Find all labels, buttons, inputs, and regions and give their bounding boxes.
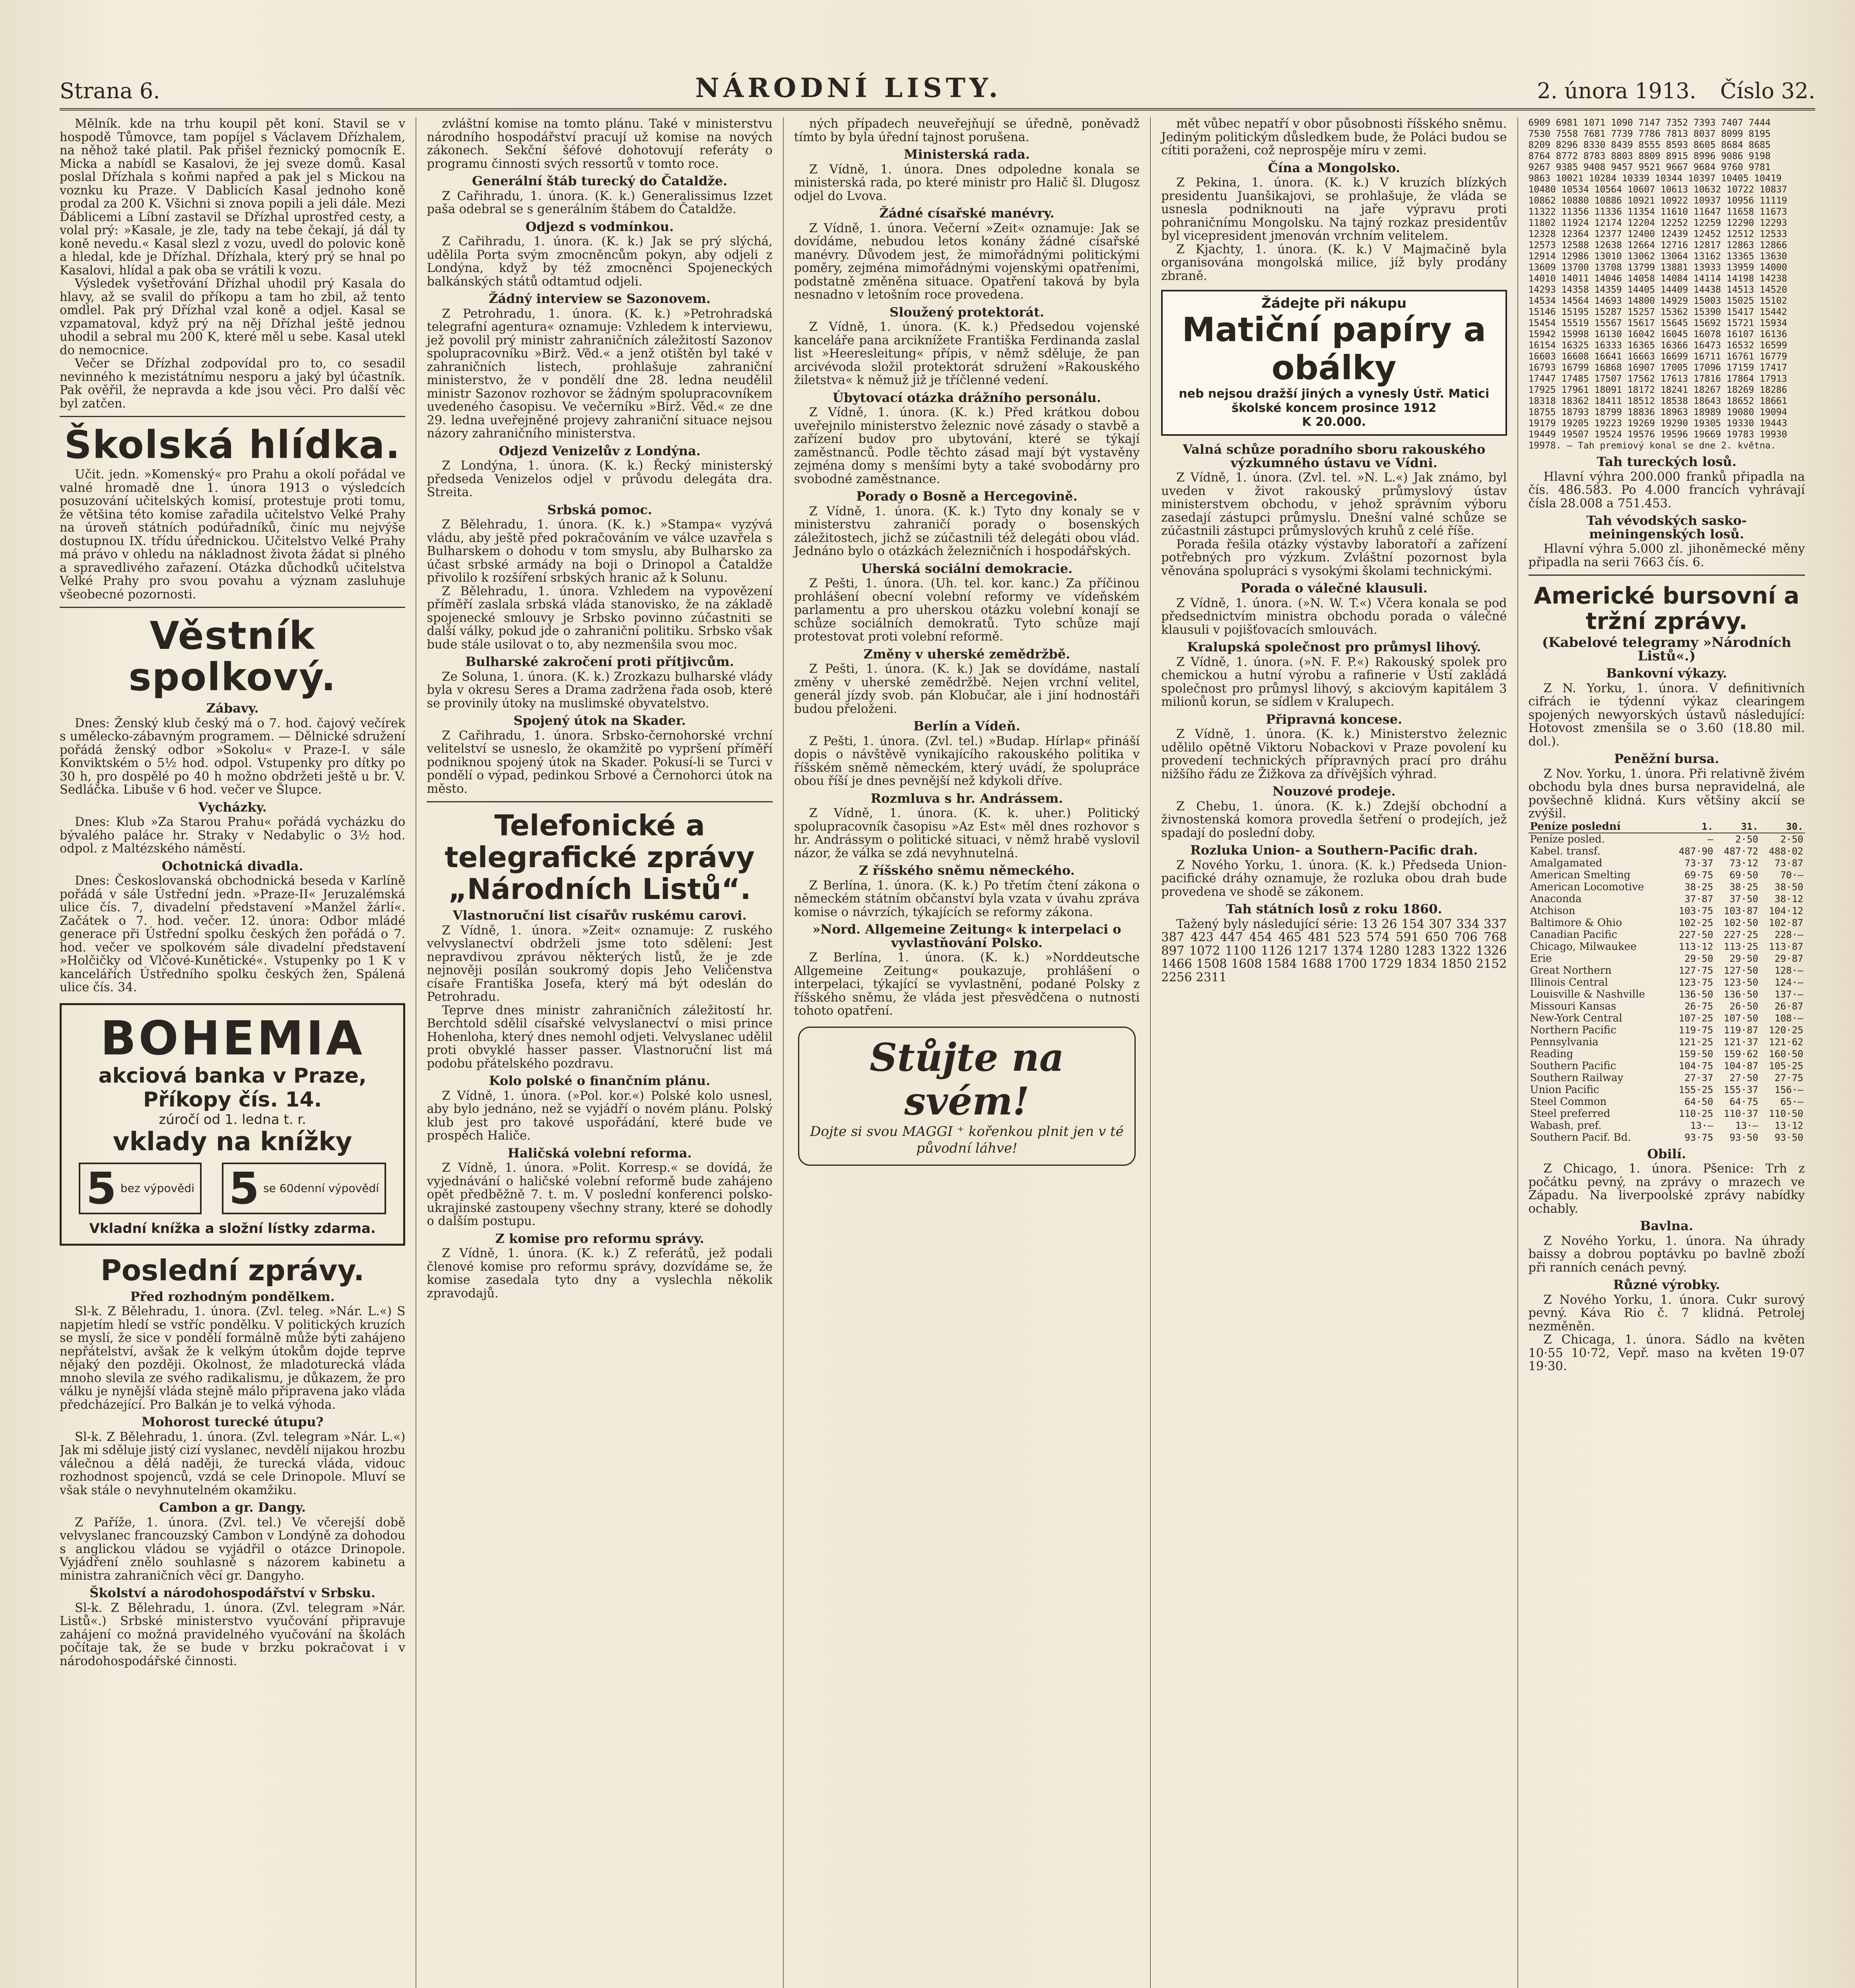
ad-rate-box	[79, 1163, 202, 1214]
table-cell: 124·—	[1774, 977, 1803, 988]
subsection-heading: Mohorost turecké útupu?	[141, 1414, 324, 1429]
matice-ad	[1161, 290, 1507, 436]
table-cell: Union Pacific	[1530, 1083, 1599, 1096]
table-cell: 69·75	[1684, 869, 1713, 881]
article-text: Z Nového Yorku, 1. února. Na úhrady baissy a dobrou poptávku po bavlně zboží při ranních cenách pevný.	[1528, 1234, 1805, 1275]
subsection-heading: Vycházky.	[198, 799, 267, 815]
table-cell: Steel preferred	[1530, 1107, 1610, 1120]
table-row	[1529, 1048, 1805, 1060]
table-cell: 113·25	[1724, 941, 1758, 952]
article-text: Z Chebu, 1. února. (K. k.) Zdejší obchodní a živnostenská komora provedla šetření o prodejích, jež spadají do poslední doby.	[1161, 799, 1507, 840]
table-cell: Peníze posled.	[1530, 833, 1605, 845]
subsection-heading: Kolo polské o finančním plánu.	[489, 1073, 711, 1088]
table-cell: Illinois Central	[1530, 976, 1608, 988]
subsection-heading: Různé výrobky.	[1613, 1277, 1720, 1292]
subsection-heading: Porada o válečné klausuli.	[1240, 580, 1428, 596]
table-cell: 487·72	[1724, 845, 1758, 857]
table-row	[1529, 881, 1805, 893]
table-row	[1529, 869, 1805, 881]
table-cell: 107·25	[1678, 1012, 1713, 1024]
article-text: Dnes: Českoslovanská obchodnická beseda v Karlíně pořádá v sále Ústřední jedn. »Praze-II« Jeruzalémská ulice čís. 7, divadelní představení »Manžel žárlí«. Začátek o 7. hod. večer. 12. února: Odbor mládé generace při Ústřední spolku českých žen pořádá o 7. hod. večer ve spolkovém sále divadelní představení »Holčičky od Vlčové-Kunětické«. Vstupenky po 1 K v kancelářích Ústředního spolku českých žen, Spálená ulice čís. 34.	[60, 874, 406, 994]
table-cell: —	[1707, 833, 1713, 845]
article-text: Dnes: Klub »Za Starou Prahu« pořádá vycházku do bývalého paláce hr. Straky v Nedabylic o 3½ hod. odpol. z Maltézského náměstí.	[60, 815, 406, 856]
table-cell: 2·50	[1735, 833, 1758, 845]
table-cell: 38·25	[1684, 881, 1713, 893]
article-text: Z Pekina, 1. února. (K. k.) V kruzích blízkých presidentu Juanšikajovi, se prohlašuje, že vláda se usnesla podniknouti na jaře výpravu proti pohraničnímu Mongolsku. Na tajný rozkaz presidentův byl vicepresident jmenován vrchním velitelem.	[1161, 176, 1507, 243]
divider	[60, 416, 405, 417]
table-cell: 110·50	[1769, 1108, 1803, 1119]
article-text: Z Vídně, 1. února. (K. k.) Před krátkou dobou uveřejnilo ministerstvo železnic nové zásady o stavbě a zařízení budov pro ubytování, které se týkají zaměstnanců. Podle těchto zásad mají být vystavěny zejména domy s menšími byty a také svobodárny pro svobodné zaměstnance.	[794, 406, 1140, 486]
subsection-heading: Školství a národohospodářství v Srbsku.	[89, 1585, 376, 1600]
table-cell: 65·—	[1780, 1096, 1803, 1107]
table-cell: Louisville & Nashville	[1530, 988, 1645, 1000]
subsection-heading: Žádné císařské manévry.	[879, 206, 1055, 221]
table-row	[1529, 953, 1805, 965]
table-cell: Baltimore & Ohio	[1530, 916, 1622, 929]
table-cell: Southern Pacific	[1530, 1060, 1616, 1072]
table-cell: 121·37	[1724, 1036, 1758, 1048]
subsection-heading: Žádný interview se Sazonovem.	[489, 291, 711, 306]
ad-line: akciová banka v Praze,	[98, 1064, 367, 1088]
table-cell: 127·75	[1678, 965, 1713, 976]
table-row	[1529, 1000, 1805, 1012]
article-text: Z Cařihradu, 1. února. Srbsko-černohorské vrchní velitelství se usneslo, že okamžitě po vypršení příměří podniknou spojený útok na Skader. Pokusí-li se Turci v pondělí o výpad, pedinkou Srbové a Černohorci útok na město.	[427, 728, 773, 796]
table-cell: 37·50	[1729, 893, 1758, 905]
subsection-heading: Tah vévodských sasko-meiningenských losů.	[1586, 513, 1747, 542]
issue-date: 2. února 1913.	[1537, 78, 1696, 103]
subsection-heading: Bavlna.	[1640, 1218, 1694, 1233]
subsection-heading: Před rozhodným pondělkem.	[130, 1289, 335, 1304]
section-heading: Školská hlídka.	[64, 423, 401, 467]
article-text: Sl-k. Z Bělehradu, 1. února. (Zvl. telegram »Nár. L.«) Jak mi sděluje jistý cizí vyslanec, nevdělí nijakou hrozbu válečnou a dělá naději, že turecká vláda, vidouc rozhodnost spojenců, vzdá se cele Drinopole. Mluví se však stále o nevyhnutelném okamžiku.	[60, 1430, 406, 1497]
table-cell: 38·12	[1774, 893, 1803, 905]
article-text: Z Nov. Yorku, 1. února. Při relativně živém obchodu byla dnes bursa nepravidelná, ale povšechně klidná. Kurs většiny akcií se zvýšil.	[1528, 767, 1805, 821]
subsection-heading: Generální štáb turecký do Čataldže.	[472, 173, 728, 188]
table-cell: 69·50	[1729, 869, 1758, 881]
subsection-heading: Haličská volební reforma.	[507, 1145, 692, 1161]
article-text: Z Vídně, 1. února. (K. k.) Tyto dny konaly se v ministerstvu zahraničí porady o bosenských záležitostech, jichž se zúčastnili též delegáti obou vlád. Jednáno bylo o otázkách železničních i hospodářských.	[794, 504, 1140, 558]
ad-rate-number: 5	[86, 1163, 117, 1214]
table-cell: 137·—	[1774, 988, 1803, 1000]
column-2	[416, 117, 783, 1988]
table-cell: 104·87	[1724, 1060, 1758, 1072]
subsection-heading: Spojený útok na Skader.	[513, 713, 686, 728]
table-cell: 120·25	[1769, 1024, 1803, 1036]
table-cell: 70·—	[1780, 869, 1803, 881]
table-row	[1529, 1084, 1805, 1096]
article-text: Z Chicago, 1. února. Pšenice: Trh z počátku pevný, na zprávy o mrazech ve Západu. Na liverpoolské zprávy nabídky ochably.	[1528, 1162, 1805, 1216]
ad-rate-text: bez výpovědi	[120, 1181, 194, 1195]
table-row	[1529, 1132, 1805, 1143]
article-text: Tažený byly následující série: 13 26 154 307 334 337 387 423 447 454 465 481 523 574 591 650 706 768 897 1072 1100 1126 1217 1374 1280 1283 1322 1326 1466 1508 1608 1584 1688 1700 1729 1834 1850 2152 2256 2311	[1161, 917, 1507, 984]
table-row	[1529, 941, 1805, 953]
article-text: Z Vídně, 1. února. Dnes odpoledne konala se ministerská rada, po které ministr pro Halič šl. Dlugosz odjel do Lvova.	[794, 162, 1140, 203]
table-row	[1529, 893, 1805, 905]
article-text: Dnes: Ženský klub český má o 7. hod. čajový večírek s umělecko-zábavným programem. — Dělnické sdružení pořádá ženský odbor »Sokolu« v Praze-I. v sále Konviktském o 5½ hod. odpol. Vstupenky pro dítky po 30 h, pro dospělé po 40 h možno obdržeti ještě u br. V. Sedláčka. Libuše v 6 hod. večer ve Šlupce.	[60, 716, 406, 797]
lottery-numbers: 6909 6981 1071 1090 7147 7352 7393 7407 7444 7530 7558 7681 7739 7786 7813 8037 8099 8195 8209 8296 8330 8439 8555 8593 8605 8684 8685 8764 8772 8783 8803 8809 8915 8996 9086 9198 9267 9385 9408 9457 9521 9667 9684 9760 9781 9863 10021 10284 10339 10344 10397 10405 10419 10480 10534 10564 10607 10613 10632 10722 10837 10862 10880 10886 10921 10922 10937 10956 11119 11322 11356 11336 11354 11610 11647 11658 11673 11802 11924 12174 12204 12252 12259 12290 12293 12328 12364 12377 12400 12439 12452 12512 12533 12573 12588 12638 12664 12716 12817 12863 12866 12914 12986 13010 13062 13064 13162 13365 13630 13609 13700 13708 13799 13881 13933 13959 14000 14010 14011 14046 14058 14084 14114 14198 14238 14293 14358 14359 14405 14409 14438 14513 14520 14534 14564 14693 14800 14929 15003 15025 15102 15146 15195 15287 15257 15362 15390 15417 15442 15454 15519 15567 15617 15645 15692 15721 15934 15942 15998 16130 16042 16045 16078 16107 16136 16154 16325 16333 16365 16366 16473 16532 16599 16603 16608 16641 16663 16699 16711 16761 16779 16793 16799 16868 16907 17005 17096 17159 17417 17447 17485 17507 17562 17613 17816 17864 17913 17925 17961 18091 18172 18241 18267 18269 18286 18318 18362 18411 18512 18538 18643 18652 18661 18755 18793 18799 18836 18963 18989 19080 19094 19179 19205 19223 19269 19290 19305 19330 19443 19449 19507 19524 19576 19596 19669 19783 19930 19978. — Tah premiový konal se dne 2. května.	[1528, 118, 1787, 451]
subsection-heading: Rozluka Union- a Southern-Pacific drah.	[1190, 843, 1478, 858]
ad-amount: K 20.000.	[1302, 415, 1366, 429]
table-cell: 93·50	[1774, 1132, 1803, 1143]
article-text: Z Vídně, 1. února. »Zeit« oznamuje: Z ruského velvyslanectví obdrželi jsme toto sdělení: Jest nepravdivou zprávou některých listů, že je zde nejnověji posílán soukromý dopis Jeho Veličenstva císaře Františka Josefa, který má být odeslán do Petrohradu.	[427, 923, 773, 1004]
column-3	[783, 117, 1150, 1988]
stock-table	[1529, 821, 1805, 1143]
article-text: Z Berlína, 1. února. (K. k.) »Norddeutsche Allgemeine Zeitung« poukazuje, prohlášení o interpelaci, týkající se vyvlastnění, podané Polsky z říšského sněmu, že vláda jest přesvědčena o nutnosti tohoto opatření.	[794, 951, 1140, 1018]
article-text: zvláštní komise na tomto plánu. Také v ministerstvu národního hospodářství pracují už komise na nových zákonech. Sekční šéfové dohotovují referáty o programu činnosti svých ressortů v tomto roce.	[427, 117, 773, 171]
table-cell: 113·12	[1678, 941, 1713, 952]
subsection-heading: Nouzové prodeje.	[1272, 784, 1396, 799]
article-text: Z Vídně, 1. února. (Zvl. tel. »N. L.«) Jak známo, byl uveden v život rakouský průmyslový ústav ministerstvem obchodu, v jehož správním výboru zasedají zástupci průmyslu. Dnešní valné schůze se zúčastnili zástupci průmyslových kruhů z celé říše.	[1161, 471, 1507, 538]
table-row	[1529, 965, 1805, 977]
subsection-heading: Uherská sociální demokracie.	[861, 561, 1073, 576]
table-cell: 155·37	[1724, 1084, 1758, 1095]
section-heading: Telefonické a telegrafické zprávy „Národních Listů“.	[445, 809, 755, 906]
table-cell: Pennsylvania	[1530, 1036, 1599, 1048]
ad-bank-name: BOHEMIA	[100, 1010, 365, 1066]
table-cell: 37·87	[1684, 893, 1713, 905]
column-1	[60, 117, 416, 1988]
table-row	[1529, 1036, 1805, 1048]
article-text: Z Vídně, 1. února. Večerní »Zeit« oznamuje: Jak se dovídáme, nebudou letos konány žádné císařské manévry. Důvodem jest, že mimořádnými politickými poměry, zejména mimořádnými vojenskými opatřeními, podstatně změněna situace. Opatření taková by byla nesnadno v letošním roce provedena.	[794, 221, 1140, 302]
ad-line: Příkopy čís. 14.	[143, 1087, 322, 1112]
article-text: Z Paříže, 1. února. (Zvl. tel.) Ve včerejší době velvyslanec francouzský Cambon v Londýně za dohodou s anglickou vládou se vyjádřil o otázce Drinopole. Vyjádření znělo souhlasně s názorem kabinetu a ministra zahraničních věcí gr. Dangyho.	[60, 1515, 406, 1583]
table-cell: 127·50	[1724, 965, 1758, 976]
article-text: Z Nového Yorku, 1. února. (K. k.) Předseda Union-pacifické dráhy oznamuje, že rozluka obou drah bude provedena ve shodě se zákonem.	[1161, 858, 1507, 899]
table-cell: 29·50	[1684, 953, 1713, 964]
table-cell: 38·25	[1729, 881, 1758, 893]
table-cell: 227·25	[1724, 929, 1758, 940]
newspaper-title: NÁRODNÍ LISTY.	[695, 72, 1002, 103]
table-cell: 113·87	[1769, 941, 1803, 952]
article-text: Z Pešti, 1. února. (K. k.) Jak se dovídáme, nastalí změny v uherské zemědržbě. Nejen vrchní velitel, generál jízdy svob. pán Klobučar, ale i jiní hodnostáři budou přeloženi.	[794, 662, 1140, 716]
subsection-heading: Úbytovací otázka drážního personálu.	[832, 390, 1101, 405]
table-row	[1529, 977, 1805, 988]
table-header-cell: Peníze poslední	[1529, 821, 1670, 833]
table-cell: 26·75	[1684, 1000, 1713, 1012]
page-number: Strana 6.	[60, 78, 160, 103]
table-cell: 2·50	[1780, 833, 1803, 845]
table-row	[1529, 1096, 1805, 1108]
table-row	[1529, 929, 1805, 941]
subsection-heading: Kralupská společnost pro průmysl lihový.	[1187, 639, 1481, 654]
table-cell: Atchison	[1530, 905, 1575, 917]
table-row	[1529, 905, 1805, 917]
article-text: Sl-k. Z Bělehradu, 1. února. (Zvl. teleg. »Nár. L.«) S napjetím hledí se vstříc pondělku. V politických kruzích se myslí, že sice v pondělí formálně může býti zahájeno nepřátelství, avšak že k velkým útokům dojde teprve nějaký den později. Okolnost, že mladoturecká vláda mnoho slevila ze svého radikalismu, je důkazem, že pro válku je nynější vláda stejně málo připravena jako vláda předcházející. Pro Balkán je to velká výhoda.	[60, 1305, 406, 1412]
table-cell: 107·50	[1724, 1012, 1758, 1024]
table-cell: 128·—	[1774, 965, 1803, 976]
subsection-heading: Ministerská rada.	[903, 147, 1030, 162]
table-cell: 119·75	[1678, 1024, 1713, 1036]
table-cell: 29·87	[1774, 953, 1803, 964]
section-heading: Věstník spolkový.	[128, 613, 337, 699]
table-cell: 105·25	[1769, 1060, 1803, 1072]
ad-rate-number: 5	[229, 1163, 260, 1214]
ad-rate-box	[222, 1163, 386, 1214]
subsection-heading: Tah státních losů z roku 1860.	[1226, 901, 1442, 916]
ad-text: Dojte si svou MAGGI ⁺ kořenkou plnit jen v té původní láhve!	[810, 1123, 1124, 1156]
article-text: Z Pešti, 1. února. (Zvl. tel.) »Budap. Hírlap« přináší dopis o návštěvě vynikajícího rakouského politika v říšském sněmě německém, který uvádí, že spolupráce obou říší je dnes pevnější než kdykoli dříve.	[794, 734, 1140, 788]
table-cell: 228·—	[1774, 929, 1803, 940]
subsection-heading: Ochotnická divadla.	[161, 858, 303, 874]
maggi-ad	[798, 1027, 1136, 1166]
table-row	[1529, 1012, 1805, 1024]
ad-headline: Matiční papíry a obálky	[1182, 310, 1486, 387]
article-text: Teprve dnes ministr zahraničních záležitostí hr. Berchtold sdělil císařské velvyslanectví o misi prince Hohenloha, který dnes nemohl odjeti. Velvyslanec udělil proti obvyklé hasser passer. Vlastnoruční list má podobu přátelského pozdravu.	[427, 1003, 773, 1071]
table-cell: 488·02	[1769, 845, 1803, 857]
table-header-cell: 30.	[1760, 821, 1805, 833]
table-cell: 29·50	[1729, 953, 1758, 964]
section-heading: Poslední zprávy.	[101, 1253, 365, 1287]
ad-line: zúročí od 1. ledna t. r.	[159, 1111, 306, 1128]
subsection-heading: Srbská pomoc.	[547, 502, 653, 517]
article-text: Z Vídně, 1. února. (K. k. uher.) Politický spolupracovník časopisu »Az Est« měl dnes rozhovor s hr. Andrássym o politické situaci, v němž hrabě vyslovil názor, že válka se zdá nevyhnutelná.	[794, 806, 1140, 860]
subsection-heading: Bankovní výkazy.	[1606, 666, 1727, 681]
column-5	[1517, 117, 1816, 1988]
ad-line: Žádejte při nákupu	[1261, 295, 1407, 311]
table-row	[1529, 1024, 1805, 1036]
issue-info	[1537, 78, 1815, 103]
table-cell: 104·12	[1769, 905, 1803, 916]
column-4	[1150, 117, 1517, 1988]
table-cell: 156·—	[1774, 1084, 1803, 1095]
table-cell: 27·50	[1729, 1072, 1758, 1083]
ad-rate-text: se 60denní výpovědí	[263, 1181, 379, 1195]
table-row	[1529, 917, 1805, 929]
article-text: Z Vídně, 1. února. (»N. F. P.«) Rakouský spolek pro chemickou a hutní výrobu a rafinerie v Ústí zakládá společnost pro průmysl lihový, s akciovým kapitálem 3 milionů korun, se sídlem v Kralupech.	[1161, 655, 1507, 709]
table-cell: American Locomotive	[1530, 881, 1644, 893]
table-cell: 159·50	[1678, 1048, 1713, 1060]
table-cell: 227·50	[1678, 929, 1713, 940]
table-row	[1529, 1072, 1805, 1084]
subsection-heading: Vlastnoruční list císařův ruskému carovi.	[453, 908, 747, 923]
table-cell: Erie	[1530, 952, 1552, 965]
bohemia-bank-ad	[60, 1003, 405, 1246]
article-text: Z Nového Yorku, 1. února. Cukr surový pevný. Káva Rio č. 7 klidná. Petrolej nezměněn.	[1528, 1293, 1805, 1334]
table-cell: Anaconda	[1530, 893, 1582, 905]
article-text: Mělník. kde na trhu koupil pět koní. Stavil se v hospodě Tůmovce, tam popíjel s Václavem Dřízhalem, na něhož také platil. Pak přišel řeznický pomocník E. Micka a nabídl se Kasalovi, že jej sveze domů. Kasal poslal Dřízhala s koňmi napřed a pak jel s Mickou na voznku ku Praze. V Dablicích Kasal jednoho koně prodal za 200 K. Všichni si znova popili a jeli dále. Mezi Ďáblicemi a Líbní zastavil se Dřízhal uprostřed cesty, a volal prý: »Kasale, je zle, tady na tebe čekají, já dál ty koně nevedu.« Kasal slezl z vozu, uvedl do polovic koně a hledal, kde je Dřízhal. Dřízhala, který prý se hnal po Kasalovi, hlídal a pak oba se vrátili k vozu.	[60, 117, 406, 278]
subsection-heading: Z říšského sněmu německého.	[859, 863, 1075, 878]
table-cell: Kabel. transf.	[1530, 845, 1601, 857]
article-text: Hlavní výhra 5.000 zl. jihoněmecké měny připadla na serii 7663 čís. 6.	[1528, 542, 1805, 569]
article-text: Ze Soluna, 1. února. (K. k.) Zrozkazu bulharské vlády byla v okresu Seres a Drama zadržena řada osob, které se provinily útoky na muslimské obyvatelstvo.	[427, 670, 773, 711]
table-cell: 13·—	[1690, 1120, 1713, 1131]
subsection-heading: Cambon a gr. Dangy.	[159, 1500, 306, 1515]
subsection-heading: Peněžní bursa.	[1614, 751, 1719, 766]
table-cell: 108·—	[1774, 1012, 1803, 1024]
article-text: Z Chicaga, 1. února. Sádlo na květen 10·55 10·72, Vepř. maso na květen 19·07 19·30.	[1528, 1333, 1805, 1373]
subsection-heading: Berlín a Vídeň.	[913, 718, 1020, 734]
table-cell: 123·50	[1724, 977, 1758, 988]
table-cell: 103·87	[1724, 905, 1758, 916]
divider	[60, 607, 405, 608]
subsection-heading: Valná schůze poradního sboru rakouského výzkumného ústavu ve Vídni.	[1183, 442, 1486, 470]
masthead	[60, 60, 1815, 111]
table-cell: 26·87	[1774, 1000, 1803, 1012]
article-text: Z Cařihradu, 1. února. (K. k.) Generalissimus Izzet paša odebral se s generálním štábem do Čataldže.	[427, 189, 773, 216]
subsection-heading: Sloužený protektorát.	[889, 304, 1044, 320]
ad-rates	[69, 1163, 396, 1214]
table-cell: 102·50	[1724, 917, 1758, 928]
article-text: ných případech neuveřejňují se úředně, poněvadž tímto by byla úřední tajnost porušena.	[794, 117, 1140, 144]
table-cell: 110·25	[1678, 1108, 1713, 1119]
divider	[1529, 575, 1805, 576]
subsection-heading: »Nord. Allgemeine Zeitung« k interpelaci o vyvlastňování Polsko.	[812, 922, 1121, 950]
table-cell: Reading	[1530, 1048, 1573, 1060]
table-cell: 26·50	[1729, 1000, 1758, 1012]
table-cell: Wabash, pref.	[1530, 1119, 1602, 1132]
subsection-heading: Odjezd Venizelův z Londýna.	[499, 443, 701, 458]
article-text: Z Vídně, 1. února. (K. k.) Z referátů, jež podali členové komise pro reformu správy, dozvídáme se, že komise zasedala tyto dny a vyslechla několik zpravodajů.	[427, 1246, 773, 1301]
table-header-row	[1529, 821, 1805, 833]
divider	[427, 801, 772, 802]
table-cell: 123·75	[1678, 977, 1713, 988]
section-subheading: (Kabelové telegramy »Národních Listů«.)	[1542, 635, 1791, 664]
table-cell: 13·12	[1774, 1120, 1803, 1131]
table-cell: 160·50	[1769, 1048, 1803, 1060]
table-cell: Northern Pacific	[1530, 1024, 1616, 1036]
columns	[60, 117, 1815, 1988]
subsection-heading: Změny v uherské zemědržbě.	[863, 646, 1070, 662]
subsection-heading: Připravná koncese.	[1266, 711, 1402, 727]
table-cell: Canadian Pacific	[1530, 928, 1618, 941]
subsection-heading: Bulharské zakročení proti přítjivcům.	[465, 654, 734, 669]
table-cell: 102·87	[1769, 917, 1803, 928]
subsection-heading: Zábavy.	[206, 701, 259, 716]
article-text: Z Vídně, 1. února. (»N. W. T.«) Včera konala se pod předsednictvím ministra obchodu porada o válečné klausuli v pojišťovacích smlouvách.	[1161, 596, 1507, 637]
table-cell: Chicago, Milwaukee	[1530, 940, 1637, 953]
table-cell: Steel Common	[1530, 1095, 1607, 1108]
table-cell: 13·—	[1735, 1120, 1758, 1131]
article-text: Z Berlína, 1. února. (K. k.) Po třetím čtení zákona o německém státním občanství byla vzata v úvahu zpráva komise o návrzích, týkajících se reformy zákona.	[794, 878, 1140, 919]
subsection-heading: Tah tureckých losů.	[1597, 454, 1737, 469]
table-cell: 155·25	[1678, 1084, 1713, 1095]
table-cell: 64·75	[1729, 1096, 1758, 1107]
table-cell: 487·90	[1678, 845, 1713, 857]
table-cell: 73·37	[1684, 857, 1713, 869]
subsection-heading: Odjezd s vodmínkou.	[525, 219, 674, 234]
table-row	[1529, 1060, 1805, 1072]
table-row	[1529, 857, 1805, 869]
article-text: Z Londýna, 1. února. (K. k.) Řecký ministerský předseda Venizelos odjel v průvodu delegáta dra. Streita.	[427, 459, 773, 499]
article-text: Výsledek vyšetřování Dřízhal uhodil prý Kasala do hlavy, až se svalil do příkopu a tam ho zbil, až tento omdlel. Pak prý Dřízhal vzal koně a odjel. Kasal se vzpamatoval, když prý na něj Dřízhal ještě jednou uhodil a sebral mu 200 K, které měl u sebe. Kasal utekl do nemocnice.	[60, 277, 406, 357]
article-text: mět vůbec nepatří v obor působnosti říšského sněmu. Jediným politickým důsledkem bude, že Poláci budou se cítiti poraženi, což neprospěje míru v zemi.	[1161, 117, 1507, 157]
ad-slogan: Stůjte na	[869, 1035, 1064, 1080]
table-row	[1529, 988, 1805, 1000]
article-text: Z N. Yorku, 1. února. V definitivních cifrách ie týdenní výkaz clearingem spojených newyorských ústavů následující: Hotovost zmenšila se o 3.60 (18.80 mil. dol.).	[1528, 681, 1805, 749]
ad-slogan: svém!	[904, 1078, 1029, 1124]
table-row	[1529, 845, 1805, 857]
table-cell: 136·50	[1724, 988, 1758, 1000]
table-cell: Great Northern	[1530, 964, 1612, 977]
table-cell: Missouri Kansas	[1530, 1000, 1616, 1012]
table-cell: Southern Railway	[1530, 1072, 1624, 1084]
article-text: Porada řešila otázky výstavby laboratoří a zařízení potřebných pro výzkum. Zvláštní pozornost byla věnována spolupráci s vysokými školami technickými.	[1161, 537, 1507, 578]
issue-number: Číslo 32.	[1720, 78, 1815, 103]
subsection-heading: Rozmluva s hr. Andrássem.	[870, 790, 1063, 806]
table-row	[1529, 1108, 1805, 1120]
table-cell: 121·62	[1769, 1036, 1803, 1048]
table-row	[1529, 833, 1805, 845]
table-row	[1529, 1120, 1805, 1132]
table-cell: 93·75	[1684, 1132, 1713, 1143]
article-text: Z Bělehradu, 1. února. Vzhledem na vypovězení příměří zaslala srbská vláda stanovisko, že na základě spojenecké smlouvy je Srbsko povinno zúčastniti se další války, pokud jde o zahraniční politiku. Srbsko však bude stále usilovat o to, aby nezmenšila svou moc.	[427, 584, 773, 652]
table-cell: 27·75	[1774, 1072, 1803, 1083]
article-text: Večer se Dřízhal zodpovídal pro to, co sesadil nevinného k mezistátnímu nesporu a jaký byl účastník. Pak ověřil, že nepravda a kde jsou věci. Pro další věc byl zatčen.	[60, 357, 406, 411]
article-text: Sl-k. Z Bělehradu, 1. února. (Zvl. telegram »Nár. Listů«.) Srbské ministerstvo vyučování připravuje zahájení co možná pravidelného vyučování na školách počítaje tak, že se bude v brzku pokračovat i v národohospodářské činnosti.	[60, 1601, 406, 1668]
table-header-cell: 1.	[1670, 821, 1715, 833]
subsection-heading: Z komise pro reformu správy.	[495, 1231, 704, 1246]
subsection-heading: Obilí.	[1647, 1146, 1686, 1161]
article-text: Z Vídně, 1. února. »Polit. Korresp.« se dovídá, že vyjednávání o haličské volební reformě bude zahájeno opět předběžně 7. t. m. V poslední konferenci polsko-ukrajinské zastoupeny všechny strany, které se dohodly o dalším postupu.	[427, 1161, 773, 1228]
table-cell: 73·12	[1729, 857, 1758, 869]
article-text: Z Pešti, 1. února. (Uh. tel. kor. kanc.) Za příčinou prohlášení obecní volební reformy ve vídeňském parlamentu a pro uherskou otázku volební konají se schůze sociálních demokratů. Tyto schůze mají protestovat proti volební reformě.	[794, 577, 1140, 644]
article-text: Z Bělehradu, 1. února. (K. k.) »Stampa« vyzývá vládu, aby ještě před pokračováním ve válce uzavřela s Bulharskem o dohodu v tom smyslu, aby Bulharsko za účast srbské armády na boji o Drinopol a Čataldže přivolilo k rozšíření srbských hranic až k Solunu.	[427, 518, 773, 585]
table-cell: 104·75	[1678, 1060, 1713, 1072]
article-text: Hlavní výhra 200.000 franků připadla na čís. 486.583. Po 4.000 francích vyhrávají čísla 28.008 a 751.453.	[1528, 470, 1805, 511]
ad-footer: Vkladní knížka a složní lístky zdarma.	[89, 1220, 376, 1237]
table-cell: American Smelting	[1530, 869, 1631, 881]
table-cell: Southern Pacif. Bd.	[1530, 1131, 1631, 1143]
article-text: Z Petrohradu, 1. února. (K. k.) »Petrohradská telegrafní agentura« oznamuje: Vzhledem k interviewu, jež povolil prý ministr zahraničních záležitostí Sazonov spolupracovníku »Birž. Věd.« a jenž otištěn byl také v zahraničních listech, prohlašuje zahraniční ministerstvo, že v pondělí dne 28. ledna neudělil ministr Sazonov rozhovor se žádným spolupracovníkem uvedeného časopisu. Ve večerníku »Birž. Věd.« ze dne 29. ledna uveřejněné projevy zahraniční situace nejsou názory zahraničního ministerstva.	[427, 307, 773, 441]
table-header-cell: 31.	[1715, 821, 1760, 833]
article-text: Z Vídně, 1. února. (K. k.) Předsedou vojenské kanceláře pana arciknížete Františka Ferdinanda zaslal list »Heeresleitung« přípis, v němž sděluje, že pan arcivévoda složil protektorát sdružení »Rakouského žiletstva« k němuž již je tříčlenné vedení.	[794, 320, 1140, 387]
table-cell: 64·50	[1684, 1096, 1713, 1107]
ad-line: neb nejsou dražší jiných a vynesly Ústř. Matici školské koncem prosince 1912	[1179, 386, 1490, 415]
article-text: Z Cařihradu, 1. února. (K. k.) Jak se prý slýchá, udělila Porta svým zmocněncům pokyn, aby odjeli z Londýna, když by též zmocněnci Spojeneckých balkánských států odtamtud odjeli.	[427, 235, 773, 289]
subsection-heading: Porady o Bosně a Hercegovině.	[856, 489, 1078, 504]
table-cell: 159·62	[1724, 1048, 1758, 1060]
ad-line: vklady na knížky	[113, 1127, 352, 1157]
table-cell: Amalgamated	[1530, 857, 1602, 869]
table-cell: 103·75	[1678, 905, 1713, 916]
article-text: Z Vídně, 1. února. (K. k.) Ministerstvo železnic udělilo opětně Viktoru Nobackovi v Praze povolení ku provedení technických přípravných prací pro dráhu nižšího řádu ze Žižkova za dřívějších výhrad.	[1161, 727, 1507, 781]
subsection-heading: Čína a Mongolsko.	[1268, 160, 1400, 175]
table-cell: 110·37	[1724, 1108, 1758, 1119]
article-text: Z Vídně, 1. února. (»Pol. kor.«) Polské kolo usnesl, aby bylo jednáno, než se vyjádří o novém plánu. Polský klub jest pro takové uspořádání, které bude ve prospěch Haliče.	[427, 1089, 773, 1143]
article-text: Učit. jedn. »Komenský« pro Prahu a okolí pořádal ve valné hromadě dne 1. února 1913 o výsledcích posuzování učitelských komisí, protestuje proti tomu, že většina této komise zařadila učitelstvo Velké Prahy na úroveň státních podúřadníků, činíc mu nejvýše dostupnou IX. třídu úřednickou. Učitelstvo Velké Prahy má právo v ohledu na nákladnost života žádat si plného a spravedlivého zařazení. Otázka důchodků učitelstva Velké Prahy pro svou povahu a význam zasluhuje všeobecné pozornosti.	[60, 468, 406, 602]
table-cell: 121·25	[1678, 1036, 1713, 1048]
table-cell: 27·37	[1684, 1072, 1713, 1083]
table-cell: 136·50	[1678, 988, 1713, 1000]
article-text: Z Kjachty, 1. února. (K. k.) V Majmačině byla organisována mongolská milice, jíž byly prodány zbraně.	[1161, 242, 1507, 283]
section-heading: Americké bursovní a tržní zprávy.	[1534, 582, 1800, 635]
table-cell: 93·50	[1729, 1132, 1758, 1143]
table-cell: 38·50	[1774, 881, 1803, 893]
table-cell: New-York Central	[1530, 1012, 1622, 1024]
table-cell: 119·87	[1724, 1024, 1758, 1036]
table-cell: 73·87	[1774, 857, 1803, 869]
table-cell: 102·25	[1678, 917, 1713, 928]
